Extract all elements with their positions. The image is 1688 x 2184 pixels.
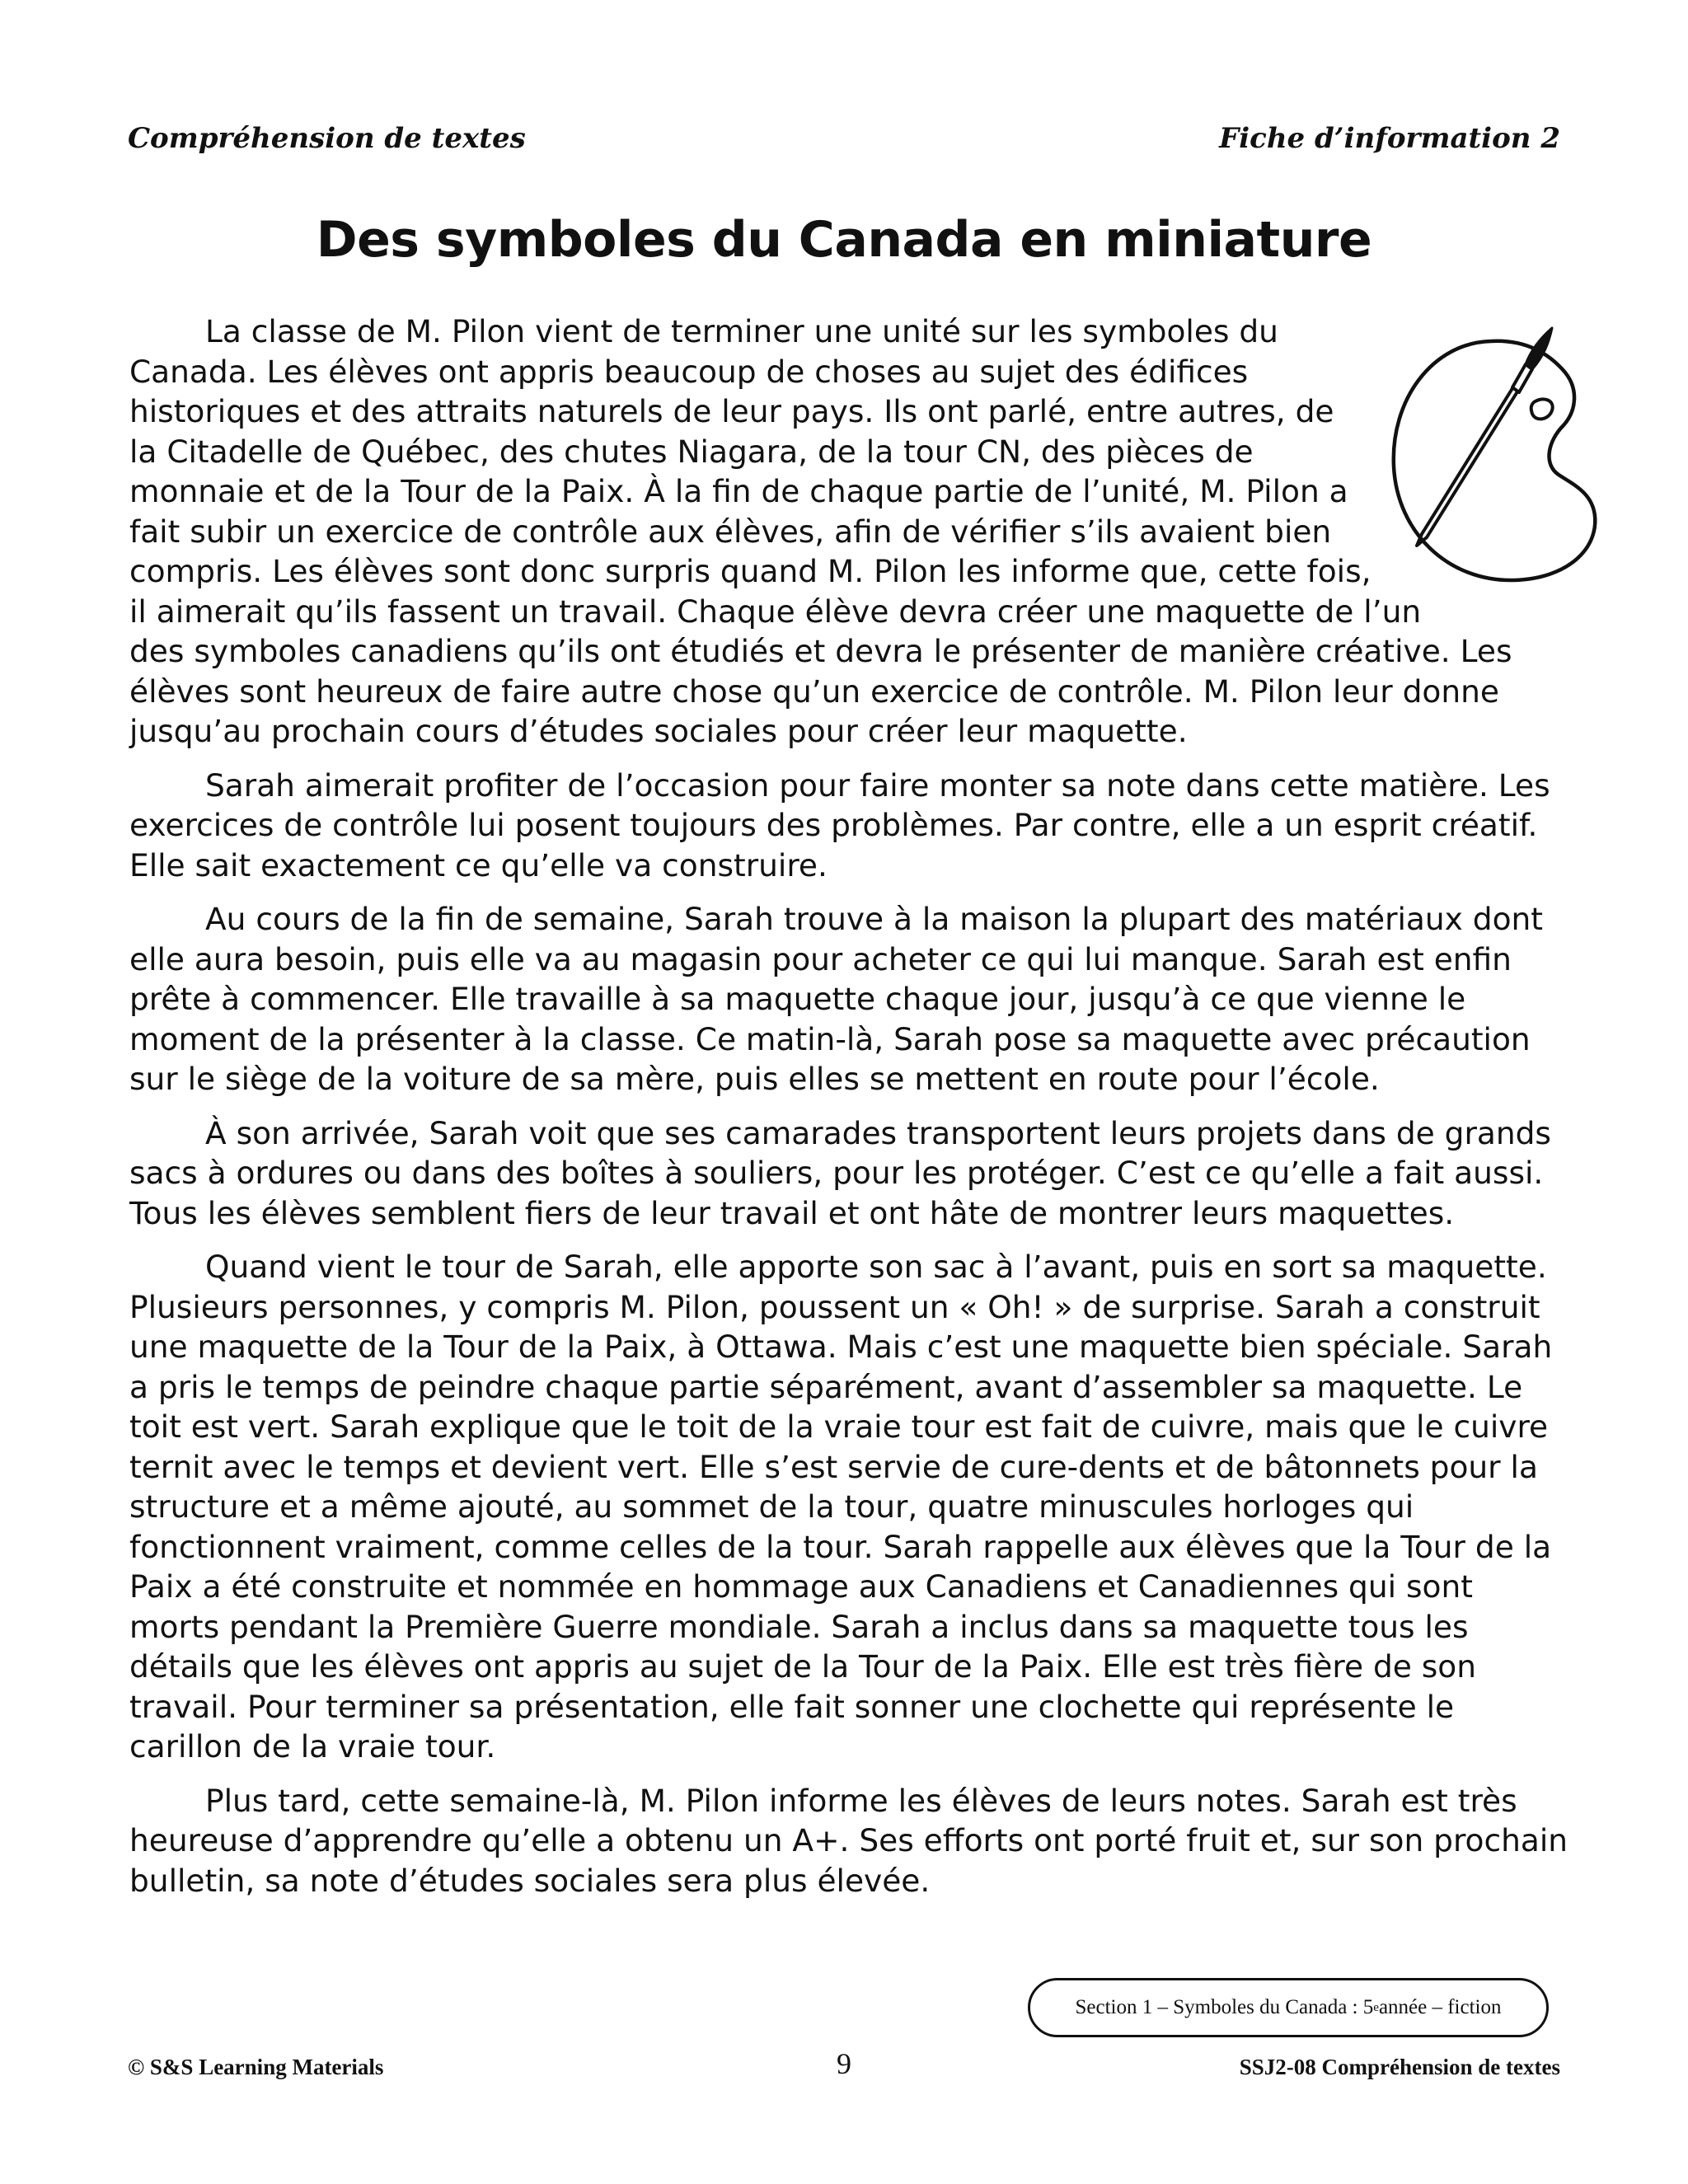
paragraph-4: À son arrivée, Sarah voit que ses camarades transportent leurs projets dans de grands sacs à ordures ou dans des boîtes à souliers, pour les protéger. C’est ce qu’elle a fait aussi. Tous les élèves semblent fiers de leur travail et ont hâte de montrer leurs maquettes. bbox=[129, 1114, 1551, 1231]
page-title: Des symboles du Canada en miniature bbox=[316, 211, 1372, 269]
paragraph-5: Quand vient le tour de Sarah, elle apporte son sac à l’avant, puis en sort sa maquette. Plusieurs personnes, y compris M. Pilon, poussent un « Oh! » de surprise. Sarah a construit une maquette de la Tour de la Paix, à Ottawa. Mais c’est une maquette bien spéciale. Sarah a pris le temps de peindre chaque partie séparément, avant d’assembler sa maquette. Le toit est vert. Sarah explique que le toit de la vraie tour est fait de cuivre, mais que le cuivre ternit avec le temps et devient vert. Elle s’est servie de cure-dents et de bâtonnets pour la structure et a même ajouté, au sommet de la tour, quatre minuscules horloges qui fonctionnent vraiment, comme celles de la tour. Sarah rappelle aux élèves que la Tour de la Paix a été construite et nommée en hommage aux Canadiens et Canadiennes qui sont morts pendant la Première Guerre mondiale. Sarah a inclus dans sa maquette tous les détails que les élèves ont appris au sujet de la Tour de la Paix. Elle est très fière de son travail. Pour terminer sa présentation, elle fait sonner une clochette qui représente le carillon de la vraie tour. bbox=[129, 1249, 1553, 1765]
story-text bbox=[129, 312, 1572, 1915]
paragraph-6: Plus tard, cette semaine-là, M. Pilon informe les élèves de leurs notes. Sarah est très heureuse d’apprendre qu’elle a obtenu un A+. Ses efforts ont porté fruit et, sur son prochain bulletin, sa note d’études sociales sera plus élevée. bbox=[129, 1782, 1568, 1899]
palette-illustration bbox=[1382, 310, 1613, 607]
page-number: 9 bbox=[837, 2047, 851, 2080]
header-subject: Compréhension de textes bbox=[128, 122, 526, 155]
paragraph-1: La classe de M. Pilon vient de terminer une unité sur les symboles du Canada. Les élèves ont appris beaucoup de choses au sujet des édifices historiques et des attraits naturels de leur pays. Ils ont parlé, entre autres, de la Citadelle de Québec, des chutes Niagara, de la tour CN, des pièces de monnaie et de la Tour de la Paix. À la fin de chaque partie de l’unité, M. Pilon a fait subir un exercice de contrôle aux élèves, afin de vérifier s’ils avaient bien compris. Les élèves sont donc surpris quand M. Pilon les informe que, cette fois, il aimerait qu’ils fassent un travail. Chaque élève devra créer une maquette de l’un des symboles canadiens qu’ils ont étudiés et devra le présenter de manière créative. Les élèves sont heureux de faire autre chose qu’un exercice de contrôle. M. Pilon leur donne jusqu’au prochain cours d’études sociales pour créer leur maquette. bbox=[129, 313, 1512, 749]
header-sheet-label: Fiche d’information 2 bbox=[1219, 122, 1560, 155]
section-label-suffix: année – fiction bbox=[1378, 1996, 1502, 2018]
section-label-prefix: Section 1 – Symboles du Canada : 5 bbox=[1075, 1996, 1374, 2018]
paragraph-3: Au cours de la fin de semaine, Sarah trouve à la maison la plupart des matériaux dont elle aura besoin, puis elle va au magasin pour acheter ce qui lui manque. Sarah est enfin prête à commencer. Elle travaille à sa maquette chaque jour, jusqu’à ce que vienne le moment de la présenter à la classe. Ce matin-là, Sarah pose sa maquette avec précaution sur le siège de la voiture de sa mère, puis elles se mettent en route pour l’école. bbox=[129, 901, 1544, 1097]
section-label-box bbox=[1028, 1978, 1549, 2037]
footer-copyright: © S&S Learning Materials bbox=[128, 2055, 384, 2079]
paint-palette-icon bbox=[1382, 310, 1613, 590]
paragraph-2: Sarah aimerait profiter de l’occasion pour faire monter sa note dans cette matière. Les exercices de contrôle lui posent toujours des problèmes. Par contre, elle a un esprit créatif. Elle sait exactement ce qu’elle va construire. bbox=[129, 766, 1550, 883]
section-label-superscript: e bbox=[1373, 2000, 1379, 2014]
footer-book-code: SSJ2-08 Compréhension de textes bbox=[1239, 2055, 1560, 2079]
